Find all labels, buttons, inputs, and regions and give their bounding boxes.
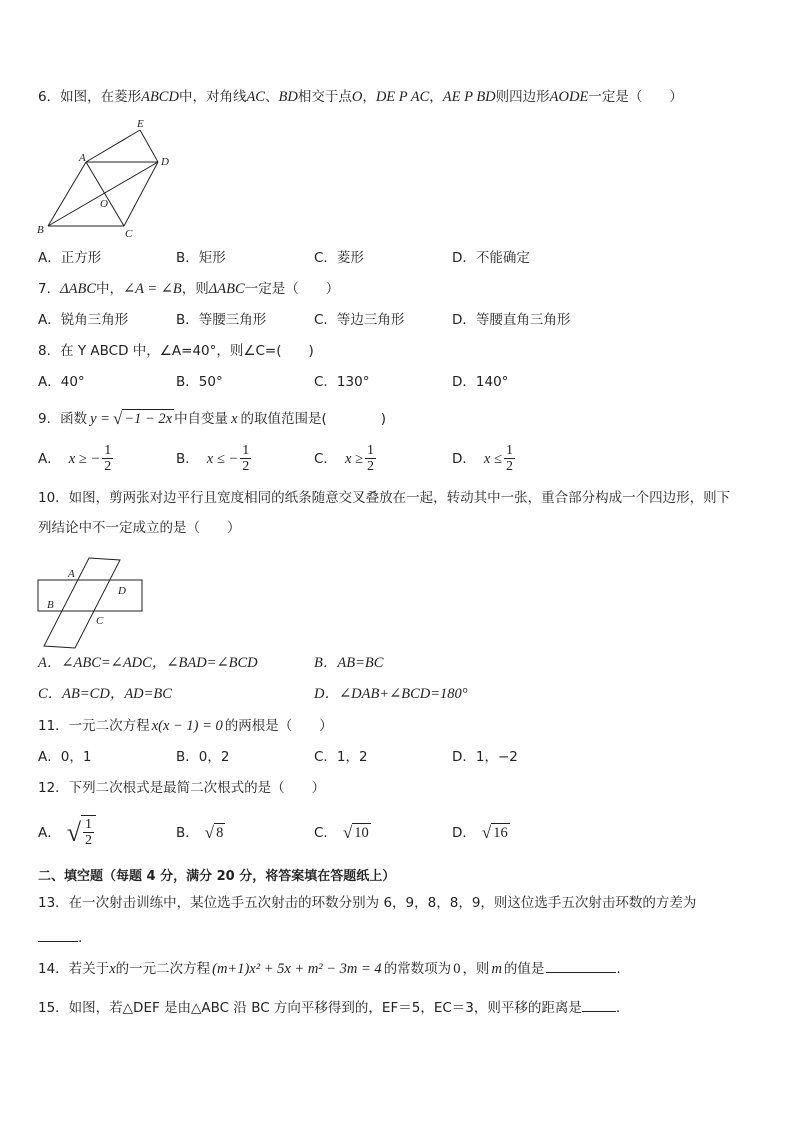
q13-answer-line: . [38,927,82,948]
radical-fraction: √ $\frac{1}{2}$ [67,815,96,851]
label-d: D [161,156,169,168]
q11-stem: 11．一元二次方程 x(x − 1) = 0 的两根是（ ） [38,718,333,734]
q10-stem-line2: 列结论中不一定成立的是（ ） [38,520,241,536]
q11-option-c[interactable]: C．1，2 [314,749,368,765]
q6-option-b[interactable]: B．矩形 [176,250,226,266]
q12-option-d[interactable]: D． √ 16 [452,823,508,842]
label-a: A [68,568,75,580]
section-heading-fill-in: 二、填空题（每题 4 分，满分 20 分，将答案填在答题纸上） [38,869,396,884]
label-a: A [79,152,86,164]
q8-stem: 8．在 Y ABCD 中，∠A=40°，则∠C=( ) [38,343,314,359]
q9-option-a[interactable]: A． x ≥ − $\frac{1}{2}$ [38,443,112,474]
q6-rhombus-figure [34,116,184,242]
q10-option-b[interactable]: B．AB=BC [314,655,384,671]
q8-option-a[interactable]: A．40° [38,374,85,390]
q11-option-a[interactable]: A．0，1 [38,749,92,765]
q9-stem: 9．函数 y = √ −1 − 2x 中自变量 x 的取值范围是( ) [38,409,387,428]
q11-option-d[interactable]: D．1，−2 [452,749,518,765]
q7-stem: 7．ΔABC中，∠A = ∠B，则ΔABC一定是（ ） [38,281,340,297]
q8-option-d[interactable]: D．140° [452,374,509,390]
q6-stem: 6．如图，在菱形ABCD中，对角线AC、BD相交于点O，DE P AC，AE P BD则四边形AODE一定是（ ） [38,89,683,105]
q10-option-c[interactable]: C．AB=CD，AD=BC [38,686,172,702]
label-d: D [118,585,126,597]
q10-option-d[interactable]: D．∠DAB+∠BCD=180° [314,686,468,702]
q14-stem: 14．若关于x的一元二次方程 (m+1)x² + 5x + m² − 3m = 4 的常数项为 0 ，则 m 的值是 . [38,958,621,979]
side-ba [48,162,86,226]
q10-stem-line1: 10．如图，剪两张对边平行且宽度相同的纸条随意交叉叠放在一起，转动其中一张，重合部分构成一个四边形，则下 [38,490,731,506]
label-c: C [96,615,104,627]
diagonal-ac [86,162,124,226]
slanted-strip [44,558,120,648]
q10-option-a[interactable]: A．∠ABC=∠ADC，∠BAD=∠BCD [38,655,258,671]
label-b: B [37,224,44,236]
q9-option-b[interactable]: B． x ≤ − $\frac{1}{2}$ [176,443,250,474]
label-b: B [47,599,54,611]
radical: √ 16 [481,823,508,842]
q7-option-c[interactable]: C．等边三角形 [314,312,405,328]
label-e: E [137,118,144,130]
q10-paper-strips-figure [34,554,146,650]
radical: √ 8 [204,823,224,842]
q7-option-d[interactable]: D．等腰直角三角形 [452,312,571,328]
label-c: C [125,228,133,240]
q9-option-d[interactable]: D． x ≤ $\frac{1}{2}$ [452,443,513,474]
q6-option-a[interactable]: A．正方形 [38,250,102,266]
q11-option-b[interactable]: B．0，2 [176,749,230,765]
q13-stem: 13．在一次射击训练中，某位选手五次射击的环数分别为 6，9，8，8，9，则这位选手五次射击环数的方差为 [38,895,697,911]
fraction: $\frac{1}{2}$ [242,443,250,474]
answer-blank[interactable] [546,958,616,973]
label-o: O [100,198,108,210]
q6-option-d[interactable]: D．不能确定 [452,250,530,266]
q12-option-b[interactable]: B． √ 8 [176,823,224,842]
q12-stem: 12．下列二次根式是最简二次根式的是（ ） [38,780,326,796]
q8-option-c[interactable]: C．130° [314,374,370,390]
q7-option-a[interactable]: A．锐角三角形 [38,312,129,328]
q8-option-b[interactable]: B．50° [176,374,223,390]
q15-stem: 15．如图，若△DEF 是由△ABC 沿 BC 方向平移得到的，EF＝5，EC＝3，则平移的距离是 . [38,997,620,1018]
q9-option-c[interactable]: C． x ≥ $\frac{1}{2}$ [314,443,374,474]
q6-option-c[interactable]: C．菱形 [314,250,364,266]
q12-option-c[interactable]: C． √ 10 [314,823,369,842]
q9-radical: √ −1 − 2x [112,409,173,428]
answer-blank[interactable] [38,927,78,942]
radical: √ 10 [342,823,369,842]
q12-option-a[interactable]: A． √ $\frac{1}{2}$ [38,815,96,851]
q7-option-b[interactable]: B．等腰三角形 [176,312,267,328]
segment-ae [86,130,140,162]
fraction: $\frac{1}{2}$ [366,443,374,474]
fraction: $\frac{1}{2}$ [104,443,112,474]
answer-blank[interactable] [582,997,616,1012]
fraction: $\frac{1}{2}$ [505,443,513,474]
segment-de [140,130,158,162]
